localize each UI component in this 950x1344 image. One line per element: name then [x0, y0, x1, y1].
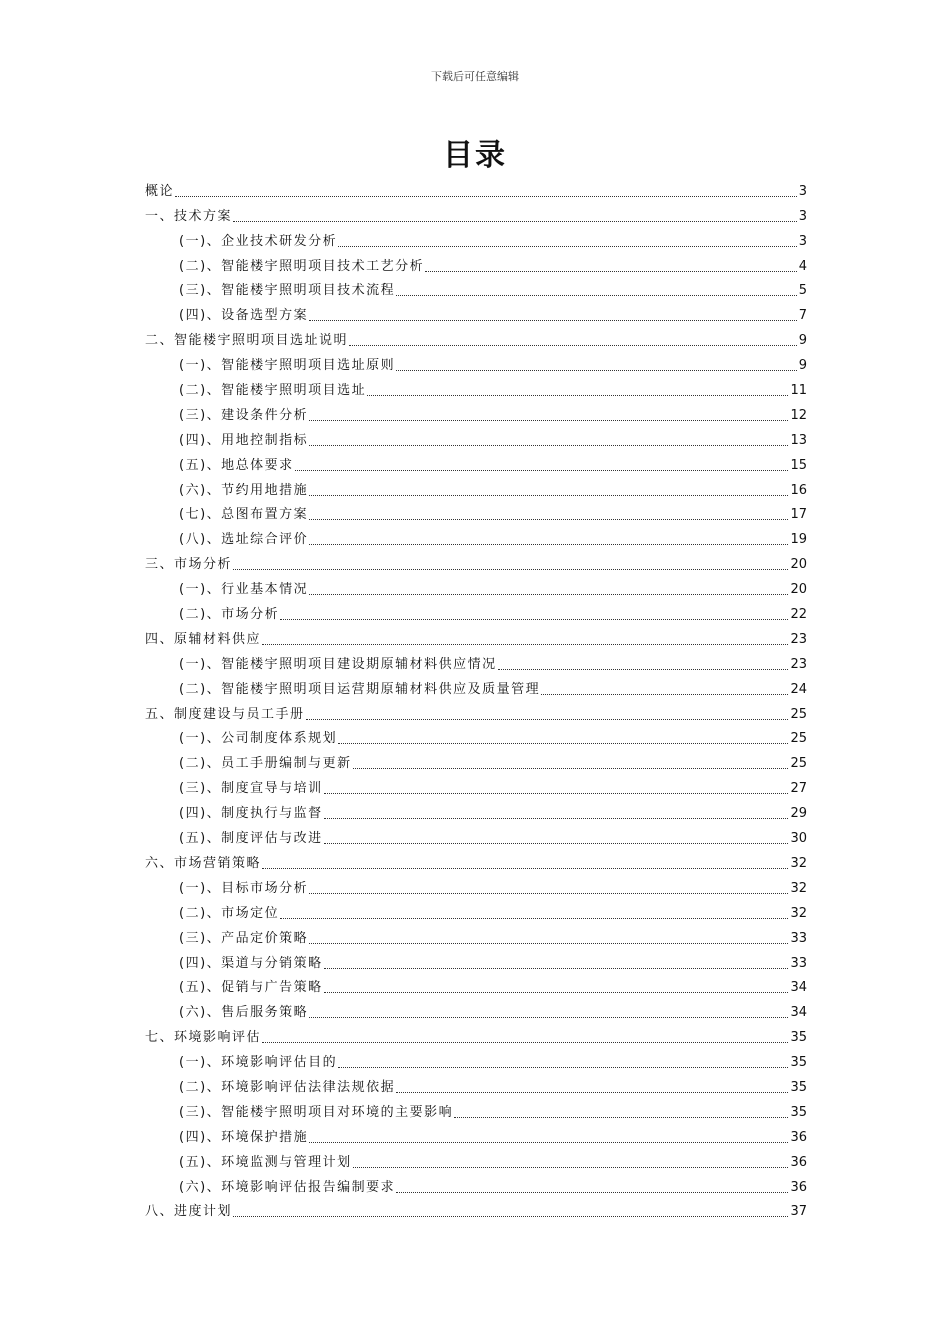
toc-entry[interactable]: [145, 972, 807, 997]
toc-entry[interactable]: [145, 349, 807, 374]
toc-entry-label: (一)、智能楼宇照明项目建设期原辅材料供应情况: [179, 656, 497, 672]
toc-entry-page: 20: [790, 582, 807, 598]
toc-leader-dots: [233, 1215, 788, 1217]
toc-entry-label: 六、市场营销策略: [145, 855, 262, 871]
toc-entry[interactable]: [145, 1121, 807, 1146]
toc-entry-page: 34: [790, 1005, 807, 1021]
toc-leader-dots: [324, 842, 789, 844]
toc-entry[interactable]: [145, 1171, 807, 1196]
toc-entry-label: (二)、市场定位: [179, 905, 280, 921]
toc-entry[interactable]: [145, 996, 807, 1021]
toc-entry-label: (三)、智能楼宇照明项目对环境的主要影响: [179, 1104, 454, 1120]
toc-entry-page: 29: [790, 806, 807, 822]
toc-entry-label: (三)、产品定价策略: [179, 930, 309, 946]
toc-entry-page: 19: [790, 532, 807, 548]
toc-leader-dots: [396, 1091, 788, 1093]
toc-entry-label: (四)、制度执行与监督: [179, 806, 323, 822]
toc-leader-dots: [324, 817, 789, 819]
toc-entry[interactable]: [145, 324, 807, 349]
toc-entry-label: (一)、企业技术研发分析: [179, 233, 338, 249]
toc-leader-dots: [306, 718, 789, 720]
toc-entry[interactable]: [145, 225, 807, 250]
toc-entry-page: 27: [790, 781, 807, 797]
toc-entry-label: (二)、员工手册编制与更新: [179, 756, 352, 772]
toc-entry[interactable]: [145, 797, 807, 822]
toc-entry[interactable]: [145, 623, 807, 648]
toc-entry-page: 33: [790, 955, 807, 971]
toc-entry-page: 9: [798, 358, 807, 374]
toc-entry[interactable]: [145, 598, 807, 623]
toc-entry-label: (一)、行业基本情况: [179, 582, 309, 598]
toc-entry-page: 9: [798, 333, 807, 349]
toc-entry-page: 36: [790, 1154, 807, 1170]
toc-entry-label: (六)、环境影响评估报告编制要求: [179, 1179, 396, 1195]
toc-entry-label: 七、环境影响评估: [145, 1030, 262, 1046]
toc-entry[interactable]: [145, 499, 807, 524]
toc-entry-page: 4: [798, 258, 807, 274]
toc-entry[interactable]: [145, 673, 807, 698]
toc-leader-dots: [309, 419, 788, 421]
toc-entry-page: 25: [790, 756, 807, 772]
toc-entry-page: 23: [790, 631, 807, 647]
toc-entry-label: (二)、市场分析: [179, 607, 280, 623]
toc-entry[interactable]: [145, 250, 807, 275]
toc-entry-label: (三)、智能楼宇照明项目技术流程: [179, 283, 396, 299]
toc-entry[interactable]: [145, 573, 807, 598]
toc-leader-dots: [324, 967, 789, 969]
table-of-contents: [145, 175, 807, 1220]
toc-entry-page: 36: [790, 1179, 807, 1195]
toc-entry[interactable]: [145, 723, 807, 748]
toc-entry-label: (四)、设备选型方案: [179, 308, 309, 324]
toc-entry[interactable]: [145, 1146, 807, 1171]
toc-leader-dots: [367, 394, 788, 396]
toc-entry-label: (四)、渠道与分销策略: [179, 955, 323, 971]
toc-entry-label: (三)、建设条件分析: [179, 407, 309, 423]
toc-entry-page: 15: [790, 457, 807, 473]
toc-leader-dots: [309, 593, 788, 595]
toc-entry-page: 13: [790, 432, 807, 448]
toc-entry-label: 四、原辅材料供应: [145, 631, 262, 647]
toc-leader-dots: [324, 792, 789, 794]
toc-leader-dots: [324, 991, 789, 993]
toc-entry-page: 3: [798, 233, 807, 249]
toc-entry-label: (四)、用地控制指标: [179, 432, 309, 448]
toc-entry[interactable]: [145, 175, 807, 200]
toc-entry-label: (五)、地总体要求: [179, 457, 294, 473]
toc-entry-page: 30: [790, 831, 807, 847]
toc-leader-dots: [396, 369, 797, 371]
toc-entry[interactable]: [145, 648, 807, 673]
toc-entry[interactable]: [145, 1021, 807, 1046]
toc-leader-dots: [309, 942, 788, 944]
toc-entry[interactable]: [145, 299, 807, 324]
toc-entry[interactable]: [145, 449, 807, 474]
toc-entry-page: 25: [790, 706, 807, 722]
toc-leader-dots: [541, 693, 788, 695]
toc-entry-page: 20: [790, 557, 807, 573]
toc-leader-dots: [338, 742, 788, 744]
toc-entry-label: (一)、环境影响评估目的: [179, 1055, 338, 1071]
toc-entry[interactable]: [145, 922, 807, 947]
toc-leader-dots: [262, 643, 788, 645]
toc-entry-page: 17: [790, 507, 807, 523]
toc-entry-page: 24: [790, 681, 807, 697]
toc-leader-dots: [498, 668, 789, 670]
toc-entry-label: (一)、目标市场分析: [179, 880, 309, 896]
toc-entry[interactable]: [145, 548, 807, 573]
toc-entry-label: 概论: [145, 183, 175, 199]
toc-entry[interactable]: [145, 424, 807, 449]
toc-leader-dots: [396, 1191, 788, 1193]
toc-entry-label: 三、市场分析: [145, 557, 233, 573]
toc-entry-page: 7: [798, 308, 807, 324]
toc-entry-page: 34: [790, 980, 807, 996]
toc-entry-label: (六)、节约用地措施: [179, 482, 309, 498]
toc-entry-page: 3: [798, 208, 807, 224]
toc-entry-page: 3: [798, 183, 807, 199]
toc-leader-dots: [309, 1141, 788, 1143]
toc-leader-dots: [175, 195, 797, 197]
toc-leader-dots: [425, 270, 797, 272]
toc-entry[interactable]: [145, 1046, 807, 1071]
toc-leader-dots: [309, 892, 788, 894]
toc-leader-dots: [233, 568, 788, 570]
toc-leader-dots: [309, 543, 788, 545]
toc-entry[interactable]: [145, 200, 807, 225]
toc-entry[interactable]: [145, 1096, 807, 1121]
toc-entry-label: (七)、总图布置方案: [179, 507, 309, 523]
toc-entry-label: (五)、促销与广告策略: [179, 980, 323, 996]
toc-entry-page: 12: [790, 407, 807, 423]
toc-entry-page: 11: [790, 383, 807, 399]
toc-entry-page: 16: [790, 482, 807, 498]
toc-entry-label: (五)、环境监测与管理计划: [179, 1154, 352, 1170]
toc-entry-label: (二)、智能楼宇照明项目选址: [179, 383, 367, 399]
toc-entry[interactable]: [145, 872, 807, 897]
toc-entry[interactable]: [145, 747, 807, 772]
toc-entry-label: 五、制度建设与员工手册: [145, 706, 305, 722]
toc-leader-dots: [262, 1041, 788, 1043]
page-header: 下载后可任意编辑: [431, 70, 519, 83]
toc-entry-label: (三)、制度宣导与培训: [179, 781, 323, 797]
toc-entry[interactable]: [145, 1196, 807, 1221]
toc-entry[interactable]: [145, 847, 807, 872]
toc-leader-dots: [280, 618, 788, 620]
toc-leader-dots: [309, 1016, 788, 1018]
toc-leader-dots: [280, 917, 788, 919]
toc-entry[interactable]: [145, 897, 807, 922]
toc-leader-dots: [262, 867, 788, 869]
toc-entry-page: 32: [790, 905, 807, 921]
toc-entry-page: 33: [790, 930, 807, 946]
toc-leader-dots: [309, 518, 788, 520]
toc-entry-label: 二、智能楼宇照明项目选址说明: [145, 333, 349, 349]
toc-entry[interactable]: [145, 523, 807, 548]
toc-entry-page: 23: [790, 656, 807, 672]
toc-leader-dots: [309, 319, 797, 321]
toc-entry-page: 35: [790, 1030, 807, 1046]
toc-entry-page: 35: [790, 1104, 807, 1120]
toc-entry-page: 35: [790, 1079, 807, 1095]
toc-entry-label: (一)、智能楼宇照明项目选址原则: [179, 358, 396, 374]
toc-entry-page: 35: [790, 1055, 807, 1071]
toc-leader-dots: [338, 1066, 788, 1068]
toc-entry[interactable]: [145, 374, 807, 399]
toc-leader-dots: [309, 444, 788, 446]
toc-entry-label: (一)、公司制度体系规划: [179, 731, 338, 747]
toc-leader-dots: [295, 469, 789, 471]
toc-entry-label: (四)、环境保护措施: [179, 1129, 309, 1145]
toc-leader-dots: [338, 245, 797, 247]
toc-entry-label: (二)、环境影响评估法律法规依据: [179, 1079, 396, 1095]
toc-leader-dots: [396, 294, 797, 296]
toc-entry-label: (二)、智能楼宇照明项目运营期原辅材料供应及质量管理: [179, 681, 541, 697]
page-title: 目录: [443, 138, 507, 173]
toc-leader-dots: [454, 1116, 788, 1118]
toc-leader-dots: [233, 220, 797, 222]
toc-entry-label: 八、进度计划: [145, 1204, 233, 1220]
toc-leader-dots: [349, 344, 797, 346]
toc-leader-dots: [353, 1166, 789, 1168]
toc-entry[interactable]: [145, 698, 807, 723]
toc-entry-label: (五)、制度评估与改进: [179, 831, 323, 847]
toc-entry-label: 一、技术方案: [145, 208, 233, 224]
toc-entry-page: 5: [798, 283, 807, 299]
toc-entry-label: (二)、智能楼宇照明项目技术工艺分析: [179, 258, 425, 274]
toc-entry-page: 32: [790, 880, 807, 896]
toc-entry-page: 25: [790, 731, 807, 747]
toc-entry[interactable]: [145, 1071, 807, 1096]
toc-entry[interactable]: [145, 947, 807, 972]
toc-entry[interactable]: [145, 399, 807, 424]
toc-entry-page: 32: [790, 855, 807, 871]
toc-entry-page: 36: [790, 1129, 807, 1145]
toc-entry-label: (八)、选址综合评价: [179, 532, 309, 548]
toc-leader-dots: [353, 767, 789, 769]
toc-entry-page: 22: [790, 607, 807, 623]
toc-entry-page: 37: [790, 1204, 807, 1220]
toc-entry-label: (六)、售后服务策略: [179, 1005, 309, 1021]
toc-entry[interactable]: [145, 275, 807, 300]
toc-entry[interactable]: [145, 772, 807, 797]
toc-entry[interactable]: [145, 822, 807, 847]
toc-entry[interactable]: [145, 474, 807, 499]
toc-leader-dots: [309, 494, 788, 496]
